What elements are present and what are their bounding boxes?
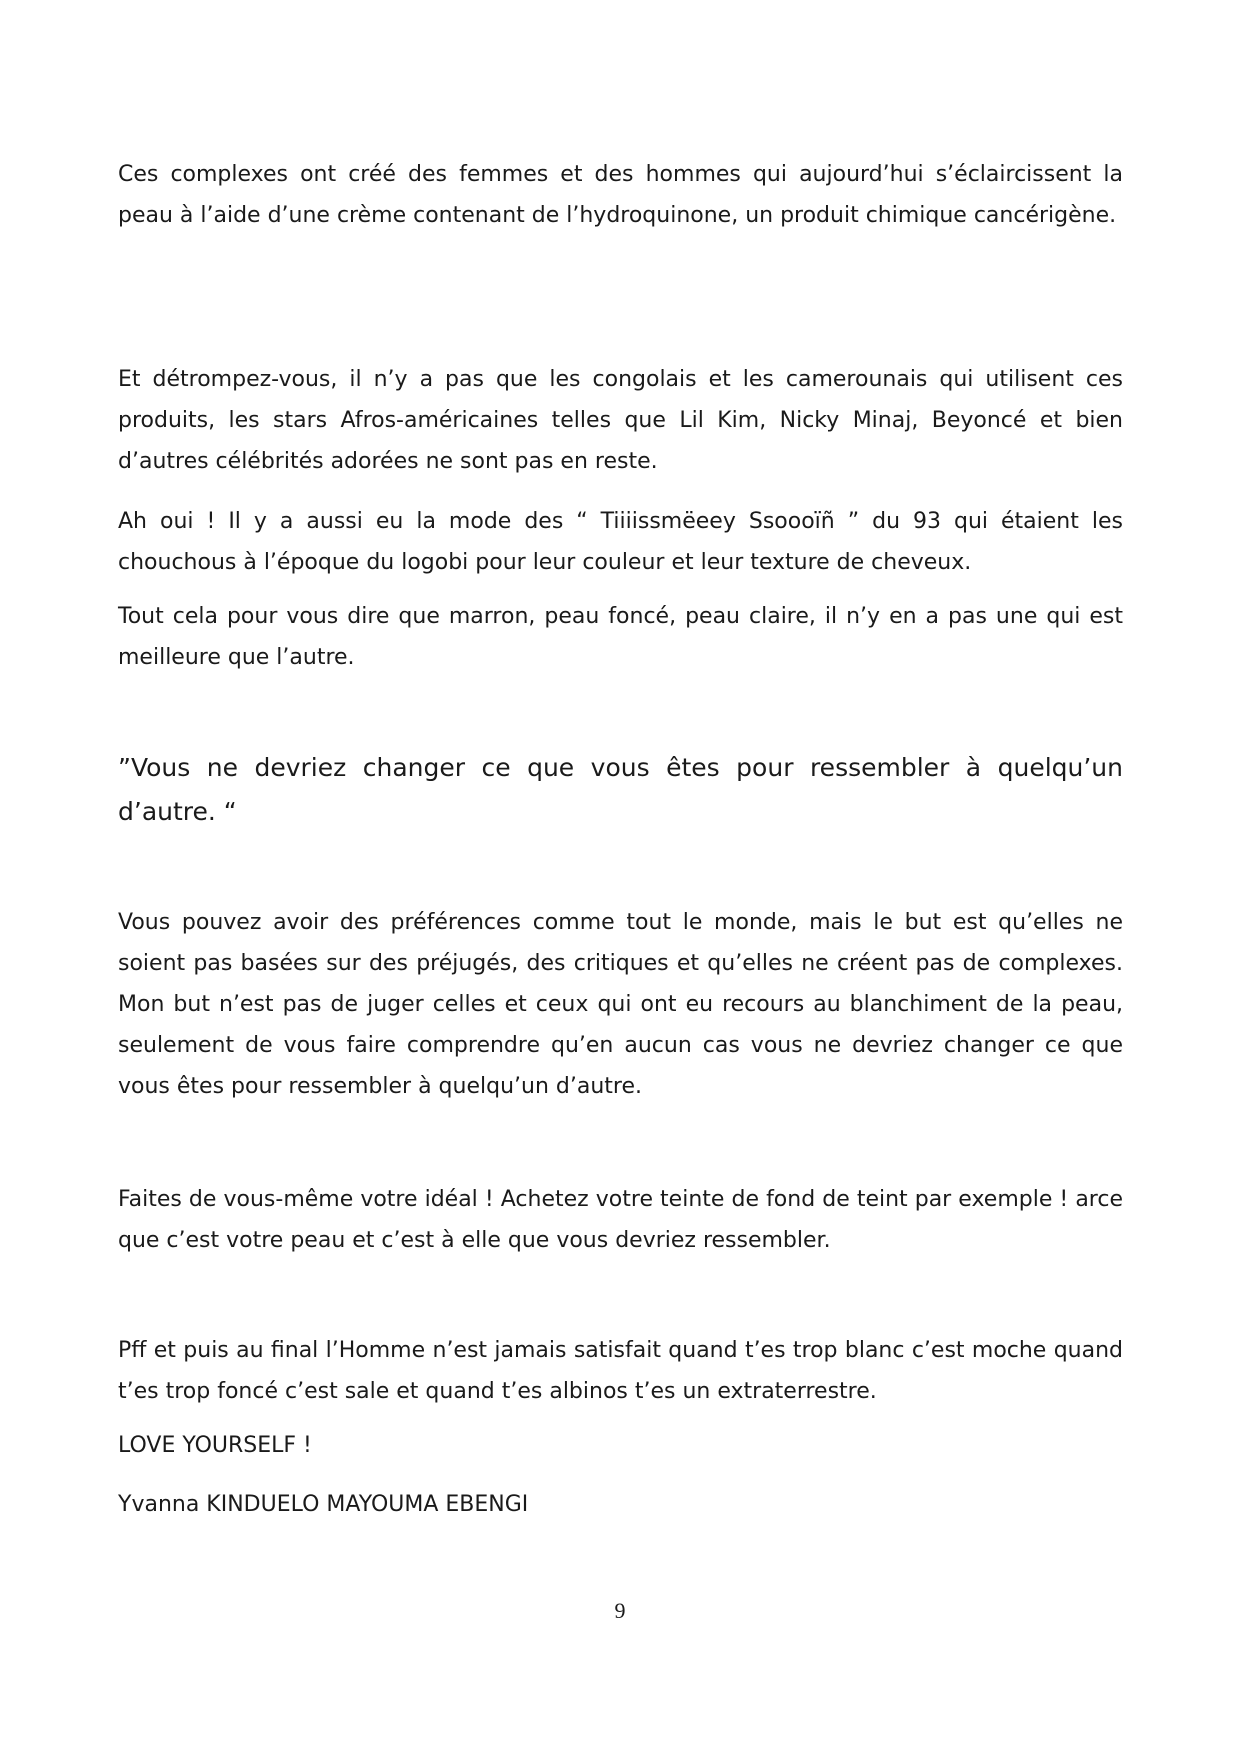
paragraph-skin-lightening: Ces complexes ont créé des femmes et des hommes qui aujourd’hui s’éclaircissent la peau à l’aide d’une crème contenant de l’hydroquinone, un produit chimique cancérigène. (118, 162, 1123, 228)
page-number: 9 (614, 1598, 626, 1623)
paragraph-preferences: Vous pouvez avoir des préférences comme tout le monde, mais le but est qu’elles ne soient pas basées sur des préjugés, des critiques et qu’elles ne créent pas de complexes. Mon but n’est pas de juger celles et ceux qui ont eu recours au blanchiment de la peau, seulement de vous faire comprendre qu’en aucun cas vous ne devriez changer ce que vous êtes pour ressembler à quelqu’un d’autre. (118, 910, 1123, 1099)
paragraph-ideal: Faites de vous-même votre idéal ! Achetez votre teinte de fond de teint par exemple ! arce que c’est votre peau et c’est à elle que vous devriez ressembler. (118, 1187, 1123, 1253)
paragraph-never-satisfied: Pff et puis au final l’Homme n’est jamais satisfait quand t’es trop blanc c’est moche quand t’es trop foncé c’est sale et quand t’es albinos t’es un extraterrestre. (118, 1338, 1123, 1404)
closing-line: LOVE YOURSELF ! (118, 1433, 312, 1458)
pull-quote: ”Vous ne devriez changer ce que vous êtes pour ressembler à quelqu’un d’autre. “ (118, 753, 1123, 826)
paragraph-celebrities: Et détrompez-vous, il n’y a pas que les congolais et les camerounais qui utilisent ces produits, les stars Afros-américaines telles que Lil Kim, Nicky Minaj, Beyoncé et bien d’autres célébrités adorées ne sont pas en reste. (118, 367, 1123, 474)
paragraph-fashion: Ah oui ! Il y a aussi eu la mode des “ Tiiiissmëeey Ssoooïñ ” du 93 qui étaient les chouchous à l’époque du logobi pour leur couleur et leur texture de cheveux. (118, 509, 1123, 575)
author-name: Yvanna KINDUELO MAYOUMA EBENGI (118, 1492, 529, 1517)
paragraph-no-better: Tout cela pour vous dire que marron, peau foncé, peau claire, il n’y en a pas une qui est meilleure que l’autre. (118, 604, 1123, 670)
